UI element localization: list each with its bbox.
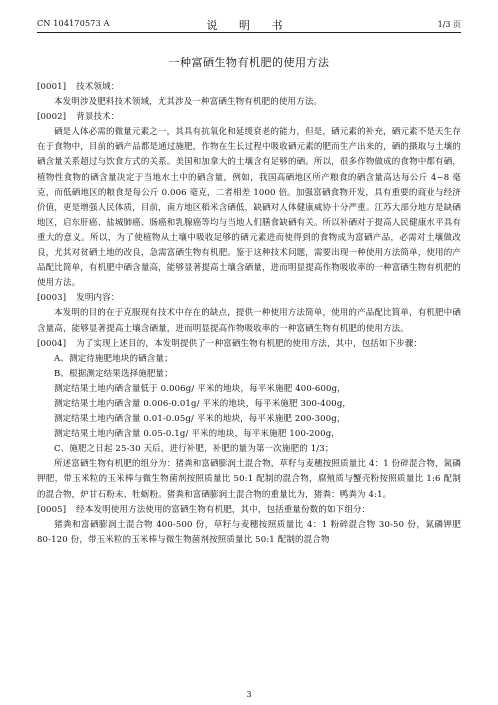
- document-body: [37, 80, 461, 548]
- step-item: B、根据测定结果选择施肥量；: [54, 368, 173, 379]
- page-header: [37, 19, 461, 33]
- paragraph-text: 为了实现上述目的，本发明提供了一种富硒生物有机肥的使用方法，其中，包括如下步骤：: [76, 338, 423, 349]
- paragraph-text: 本发明的目的在于克服现有技术中存在的缺点，提供一种使用方法简单，使用的产品配比简单，有机肥中硒含量高，能够显著提高土壤含硒量，进而明显提高作物吸收率的一种富硒生物有机肥的使用方法。: [37, 308, 461, 334]
- page-number: 3: [246, 690, 252, 699]
- paragraph-text: 经本发明使用方法使用的富硒生物有机肥，其中，包括重量份数的如下组分：: [76, 504, 371, 515]
- paragraph-text: 猪粪和富硒膨润土混合物 400-500 份，草籽与麦穗按照质量比 4：1 粉碎混合物 30-50 份，氮磷钾肥 80-120 份，带玉米粒的玉米棒与微生物菌剂按照质量比 50:1 配制的混合物: [37, 519, 461, 545]
- section-heading: 背景技术：: [76, 112, 120, 123]
- section-heading: 技术领域：: [76, 82, 120, 92]
- paragraph-number: [0002]: [37, 112, 67, 123]
- step-item: 测定结果土地内硒含量 0.05-0.1g/ 平米的地块，每平米施肥 100-200g，: [54, 429, 340, 440]
- document-type: 说 明 书: [206, 19, 292, 32]
- header-rule: [37, 32, 461, 33]
- patent-number: CN 104170573 A: [37, 19, 110, 28]
- step-item: C、施肥之日起 25-30 天后，进行补肥，补肥的量为第一次施肥的 1/3；: [54, 444, 334, 455]
- paragraph-0003: [37, 291, 461, 306]
- section-heading: 发明内容：: [76, 293, 120, 304]
- step-item: 测定结果土地内硒含量 0.006-0.01g/ 平米的地块，每平米施肥 300-400g，: [54, 398, 352, 409]
- document-title: 一种富硒生物有机肥的使用方法: [168, 56, 330, 69]
- paragraph-number: [0001]: [37, 82, 67, 92]
- paragraph-number: [0005]: [37, 504, 67, 515]
- paragraph-0005: [37, 503, 461, 518]
- step-item: 测定结果土地内硒含量 0.01-0.05g/ 平米的地块，每平米施肥 200-300g，: [54, 414, 346, 425]
- paragraph-number: [0004]: [37, 338, 67, 349]
- paragraph-0002: [37, 110, 461, 125]
- paragraph-number: [0003]: [37, 293, 67, 304]
- composition-text: 所述富硒生物有机肥的组分为：猪粪和富硒膨润土混合物，草籽与麦穗按照质量比 4：1 份碎混合物，氮磷钾肥，带玉米粒的玉米棒与微生物菌剂按照质量比 50:1 配制的混合物，腐殖质与蟹壳粉按照质量比 1:6 配制的混合物，炉甘石粉末、牡蛎粉。猪粪和富硒膨润土混合物的重量比为，猪粪：鸭粪为 4:1。: [37, 459, 461, 500]
- paragraph-text: 硒是人体必需的微量元素之一，其具有抗氧化和延缓衰老的能力，但是，硒元素的补充，硒元素不是天生存在于食物中，目前的硒产品都是通过施肥，作物在生长过程中吸收硒元素的肥而生产出来的，硒的摄取与土壤的硒含量关系超过与饮食方式的关系。美国和加拿大的土壤含有足够的硒。所以，很多作物做成的食物中都有硒，植物性食物的硒含量决定于当地水土中的硒含量，例如，我国高硒地区所产粮食的硒含量高达每公斤 4~8 毫克，而低硒地区的粮食是每公斤 0.006 毫克，二者相差 1000 倍。加强富硒食物开发，具有重要的商业与经济价值，更是增强人民体质，目前，南方地区稻米含硒低，缺硒对人体健康威协十分严重。江苏大部分地方是缺硒地区，启东肝癌、盐城肺癌、肠癌和乳腺癌等均与当地人们膳食缺硒有关。所以补硒对于提高人民健康水平具有重大的意义。所以，为了使植物从土壤中吸收足够的硒元素进而使得到的食物成为富硒产品，必需对土壤做改良，尤其对贫硒土地的改良，急需富硒生物有机肥。鉴于这种技术问题，需要出现一种使用方法简单，使用的产品配比简单，有机肥中硒含量高，能够显著提高土壤含硒量，进而明显提高作物吸收率的一种富硒生物有机肥的使用方法。: [37, 127, 461, 289]
- paragraph-text: 本发明涉及肥料技术领域，尤其涉及一种富硒生物有机肥的使用方法。: [54, 97, 323, 108]
- step-item: 测定结果土地内硒含量低于 0.006g/ 平米的地块，每平米施肥 400-600g，: [54, 383, 346, 394]
- paragraph-0001: [37, 80, 461, 95]
- paragraph-0004: [37, 337, 461, 352]
- page-info: 1/3 页: [437, 20, 461, 29]
- step-item: A、测定待施肥地块的硒含量；: [54, 353, 173, 364]
